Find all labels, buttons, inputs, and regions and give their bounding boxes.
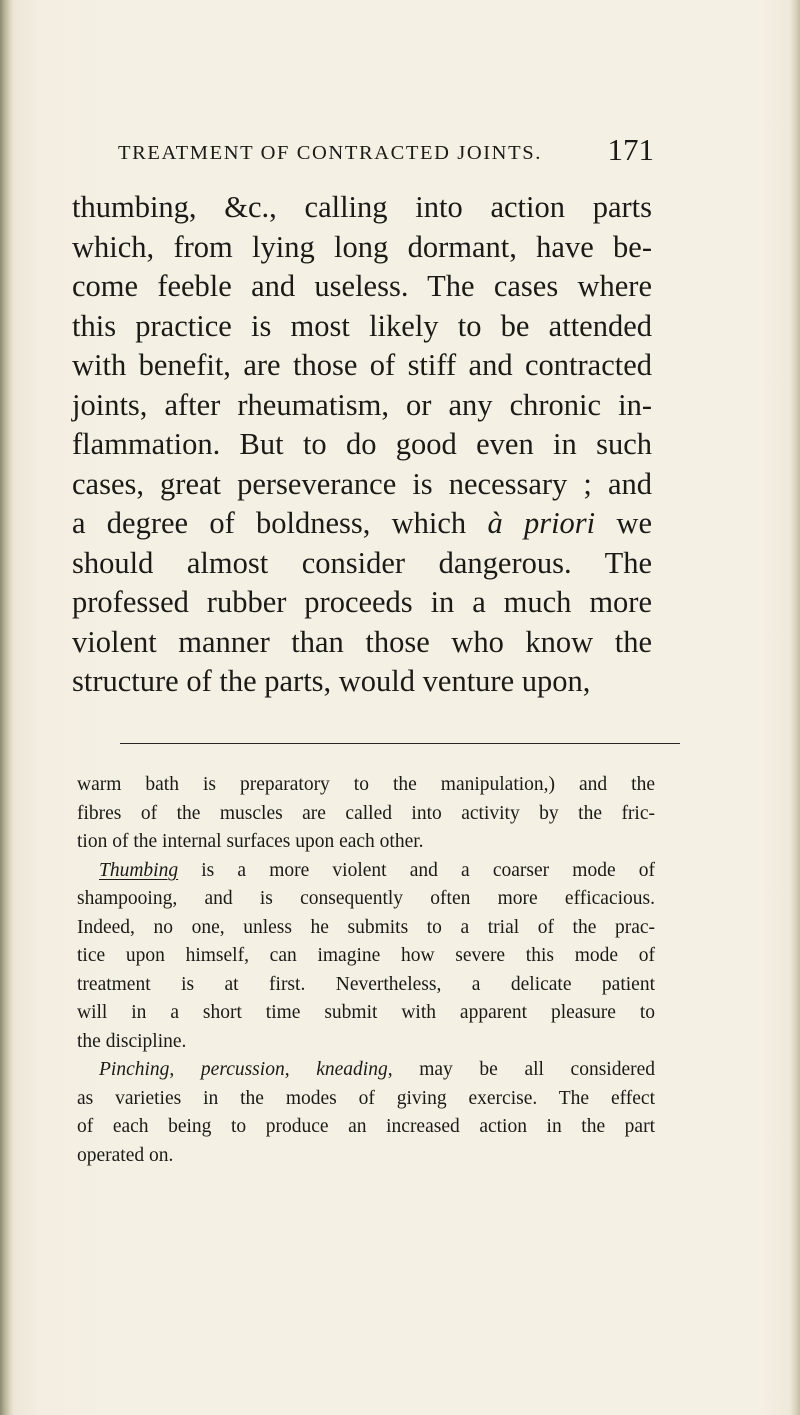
footnote-line: shampooing, and is consequently often more efficacious. (77, 888, 655, 909)
footnote-line: as varieties in the modes of giving exercise. The effect (77, 1087, 655, 1109)
footnote-line: Indeed, no one, unless he submits to a trial of the prac- (77, 916, 655, 938)
body-line: with benefit, are those of stiff and contracted (72, 348, 652, 382)
running-head (118, 132, 654, 178)
body-line: cases, great perseverance is necessary ; and (72, 466, 652, 501)
footnote-line: fibres of the muscles are called into activity by the fric- (77, 802, 655, 824)
body-text (72, 188, 652, 702)
body-line: this practice is most likely to be attended (72, 308, 652, 343)
body-line: which, from lying long dormant, have be- (72, 229, 652, 264)
footnote (77, 771, 655, 1170)
footnote-line: tion of the internal surfaces upon each other. (77, 831, 424, 852)
footnote-line: of each being to produce an increased action in the part (77, 1116, 655, 1137)
page-binding-edge (0, 0, 14, 1415)
footnote-text-run: , (284, 1059, 317, 1080)
footnote-line: tice upon himself, can imagine how severe this mode of (77, 945, 655, 966)
body-line: structure of the parts, would venture upon, (72, 664, 591, 698)
page-right-edge (790, 0, 800, 1415)
footnote-text-run: is a more violent and a coarser mode of (178, 859, 655, 881)
footnote-line: operated on. (77, 1144, 174, 1166)
body-line: professed rubber proceeds in a much more (72, 585, 652, 619)
italic-term: kneading (316, 1059, 388, 1080)
italic-term: Pinching (99, 1059, 170, 1080)
body-text-run: a degree of boldness, which (72, 506, 488, 540)
footnote-line: the discipline. (77, 1030, 187, 1052)
italic-term: Thumbing (99, 859, 179, 881)
italic-term: percussion (200, 1059, 285, 1080)
footnote-line: will in a short time submit with apparent pleasure to (77, 1002, 655, 1023)
italic-phrase: à priori (487, 506, 596, 540)
body-line: come feeble and useless. The cases where (72, 269, 652, 303)
body-line: should almost consider dangerous. The (72, 545, 652, 580)
footnote-line (77, 1056, 655, 1085)
footnote-text-run: , (169, 1059, 201, 1080)
footnote-line: warm bath is preparatory to the manipulation,) and the (77, 774, 655, 795)
footnote-divider (120, 743, 680, 744)
body-line (72, 504, 652, 544)
running-title: TREATMENT OF CONTRACTED JOINTS. (118, 142, 542, 164)
footnote-line (77, 857, 655, 886)
body-line: violent manner than those who know the (72, 624, 652, 659)
body-line: flammation. But to do good even in such (72, 427, 652, 461)
page-number: 171 (607, 132, 654, 167)
body-text-run: we (595, 506, 652, 540)
footnote-line: treatment is at first. Nevertheless, a delicate patient (77, 973, 655, 995)
footnote-text-run: , may be all considered (387, 1059, 656, 1080)
body-line: thumbing, &c., calling into action parts (72, 190, 652, 224)
body-line: joints, after rheumatism, or any chronic in- (72, 387, 652, 422)
